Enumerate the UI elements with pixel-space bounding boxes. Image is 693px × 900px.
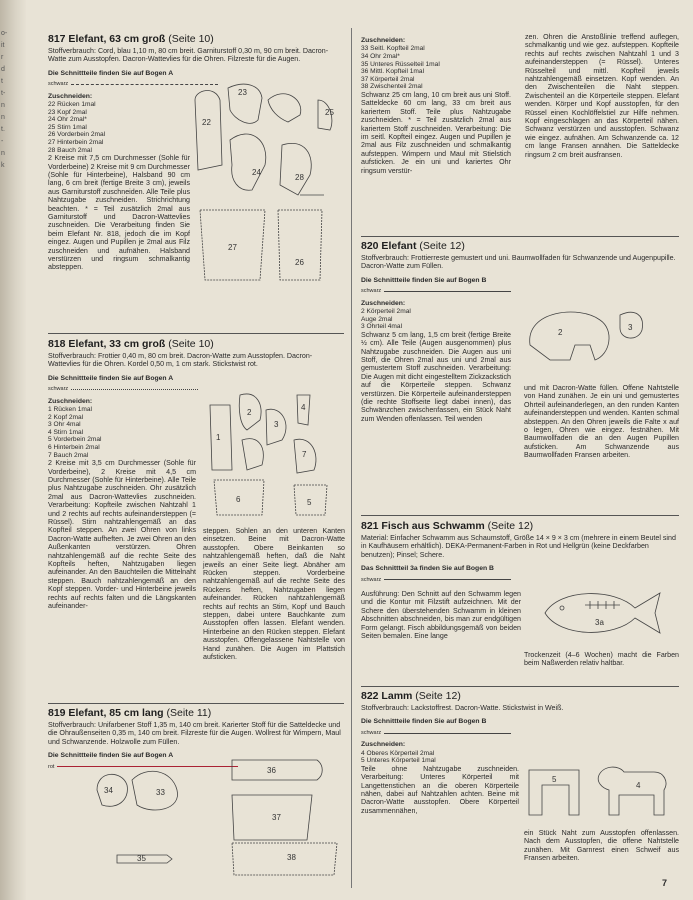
pattern-label: 36 bbox=[267, 766, 276, 775]
pattern-label: 27 bbox=[228, 243, 237, 252]
section-820-instructions: Zuschneiden: 2 Körperteil 2mal Auge 2mal 3 Ohrteil 4mal Schwanz 5 cm lang, 1,5 cm breit (fertige Breite ½ cm). Alle Teile (Augen ausgenommen) plus Nahtzugabe zuschneiden. Die Augen aus uni Stoff, die Ohren 2mal aus uni und 2mal aus gemustertem Stoff zuschneiden. Verarbeitung: Die Augen mit dicht eingestelltem Zickzackstich auf die Körperteile steppen. Schwanz verstürzen. Die Körperteile aufeinandersteppen (die rechte Stoffseite liegt dabei innen), das Schwänzchen zwischenfassen, ein Stück Naht zum Wenden offenlassen. Teil wenden bbox=[361, 299, 511, 423]
cut-line: 4 Stirn 1mal bbox=[48, 428, 84, 436]
section-820-legend: schwarz bbox=[361, 287, 511, 295]
pattern-label: 26 bbox=[295, 258, 304, 267]
pattern-diagram-822 bbox=[524, 760, 674, 827]
cut-line: 4 Oberes Körperteil 2mal bbox=[361, 749, 435, 757]
cut-line: 23 Kopf 2mal bbox=[48, 108, 87, 116]
cut-line: 2 Kopf 2mal bbox=[48, 413, 84, 421]
pattern-diagram-817 bbox=[190, 80, 345, 315]
section-819-sheet: Die Schnittteile finden Sie auf Bogen A bbox=[48, 752, 174, 760]
section-818-sheet: Die Schnittteile finden Sie auf Bogen A bbox=[48, 374, 174, 382]
pattern-label: 24 bbox=[252, 168, 261, 177]
pattern-label: 23 bbox=[238, 88, 247, 97]
section-818-material: Stoffverbrauch: Frottier 0,40 m, 80 cm breit. Dacron-Watte zum Ausstopfen. Dacron-Wattevlies für die Ohren. Kordel 0,50 m, 1 cm stark. Stickstwist rot. bbox=[48, 352, 313, 369]
pattern-label: 2 bbox=[558, 328, 563, 337]
section-817-legend: schwarz bbox=[48, 80, 218, 88]
section-822-sheet: Die Schnittteile finden Sie auf Bogen B bbox=[361, 718, 487, 726]
section-rule bbox=[361, 686, 679, 687]
cut-line: 5 Unteres Körperteil 1mal bbox=[361, 757, 436, 765]
cut-line: 37 Körperteil 2mal bbox=[361, 75, 415, 83]
pattern-label: 5 bbox=[307, 498, 312, 507]
section-819-title: 819 Elefant, 85 cm lang (Seite 11) bbox=[48, 707, 212, 719]
section-820-sheet: Die Schnittteile finden Sie auf Bogen B bbox=[361, 276, 487, 284]
section-818-text-continued: steppen. Sohlen an den unteren Kanten einsetzen. Beine mit Dacron-Watte ausstopfen. Obere Beinkanten so nahtzahlengemäß heften, daß die Naht jeweils an einer Seite liegt. Abnäher am Rücken steppen. Vorderbeine nahtzahlengemäß auf die rechte Seite des Rückens heften, Nahtzugaben liegen aufeinander. Rücken nahtzahlengemäß rechts auf rechts an Stirn, Kopf und Bauch steppen, dabei untere Bauchkante zum Ausstopfen offen lassen. Elefant wenden. Hinterbeine an den Rücken steppen. Elefant ausstopfen. Offengelassene Nahtstelle von Hand zunähen. Die Augen im Plattstich aufsticken. bbox=[203, 527, 345, 662]
cut-line: 6 Hinterbein 2mal bbox=[48, 444, 100, 451]
section-821-text: Ausführung: Den Schnitt auf den Schwamm legen und die Kontur mit Filzstift aufzeichnen. Mit der Schere den überstehenden Schwamm in kleinen Abschnitten abschneiden, bis man zur endgültigen Form gelangt. Fisch abbildungsgemäß von beiden Seiten bemalen. Eine lange bbox=[361, 590, 521, 641]
cut-line: 22 Rücken 1mal bbox=[48, 101, 96, 109]
section-822-title: 822 Lamm (Seite 12) bbox=[361, 690, 461, 702]
section-821-title: 821 Fisch aus Schwamm (Seite 12) bbox=[361, 520, 534, 532]
pattern-label: 6 bbox=[236, 495, 241, 504]
section-821-material: Material: Einfacher Schwamm aus Schaumstoff, Größe 14 × 9 × 3 cm (mehrere in einem Beutel sind in Kaufhäusern erhältlich). DEKA-Permanent-Farben in Rot und Hellgrün (keine Deckfarben benutzen); Pinsel; Schere. bbox=[361, 534, 676, 559]
page-number: 7 bbox=[662, 878, 668, 888]
cut-line: 3 Ohr 4mal bbox=[48, 421, 81, 429]
section-817-instructions: Zuschneiden: 22 Rücken 1mal 23 Kopf 2mal 24 Ohr 2mal* 25 Stirn 1mal 26 Vorderbein 2mal 27 Hinterbein 2mal 28 Bauch 2mal 2 Kreise mit 7,5 cm Durchmesser (Sohle für Vorderbeine) 2 Kreise mit 9 cm Durchmesser (Sohle für Hinterbeine), Halsband 90 cm lang, 6 cm breit (fertige Breite 3 cm), jeweils aus Garniturstoff zuschneiden. Alle Teile plus Nahtzugabe zuschneiden. Strichrichtung beachten. * = Teil zusätzlich 2mal aus Garniturstoff und Dacron-Wattevlies zuschneiden. Die Verarbeitung finden Sie beim Elefant Nr. 818, jedoch die im Kopf eingez. Augen und Pupillen je 2mal aus Filz zuschneiden und aufnähen. Halsband verstürzen und ringsum schmalkantig absteppen. bbox=[48, 92, 190, 272]
cut-line: 28 Bauch 2mal bbox=[48, 146, 92, 154]
cut-line: 2 Körperteil 2mal bbox=[361, 308, 411, 316]
section-818-title: 818 Elefant, 33 cm groß (Seite 10) bbox=[48, 338, 214, 350]
section-rule bbox=[48, 333, 344, 334]
pattern-label: 7 bbox=[302, 450, 307, 459]
section-821-legend: schwarz bbox=[361, 576, 511, 584]
section-822-text-continued: ein Stück Naht zum Ausstopfen offenlassen. Nach dem Ausstopfen, die offene Nahtstelle zunähen. Mit Garnrest einen Schweif aus Fransen arbeiten. bbox=[524, 829, 679, 863]
section-820-text: Schwanz 5 cm lang, 1,5 cm breit (fertige Breite ½ cm). Alle Teile (Augen ausgenommen) plus Nahtzugabe zuschneiden. Die Augen aus uni Stoff, die Ohren 2mal aus uni und 2mal aus gemustertem Stoff zuschneiden. Verarbeitung: Die Augen mit dicht eingestelltem Zickzackstich auf die Körperteile steppen. Schwanz verstürzen. Die Körperteile aufeinandersteppen (die rechte Stoffseite liegt dabei innen), das Schwänzchen zwischenfassen, ein Stück Naht zum Wenden offenlassen. Teil wenden bbox=[361, 330, 511, 423]
cut-line: Auge 2mal bbox=[361, 315, 393, 323]
cut-line: 5 Vorderbein 2mal bbox=[48, 436, 102, 444]
section-820-text-continued: und mit Dacron-Watte füllen. Offene Nahtstelle von Hand zunähen. Je ein uni und gemustertes Ohrteil aufeinanderlegen, an den runden Kanten aufeinandersteppen und wenden. Kanten schmal absteppen. An den Ohren jeweils die Falte x auf o legen, Ohren wie eingez. festnähen. Mit Baumwollfaden die an den Augen Pupillen aufsticken. Am Schwanzende aus Baumwollfaden Fransen arbeiten. bbox=[524, 384, 679, 460]
pattern-label: 38 bbox=[287, 853, 296, 862]
pattern-diagram-818 bbox=[202, 385, 342, 525]
section-819-continued: Zuschneiden: 33 Seitl. Kopfteil 2mal 34 Ohr 2mal* 35 Unteres Rüsselteil 1mal 36 Mittl. Kopfteil 1mal 37 Körperteil 2mal 38 Zwischenteil 2mal Schwanz 25 cm lang, 10 cm breit aus uni Stoff. Satteldecke 60 cm lang, 33 cm breit aus kariertem Stoff. Teile plus Nahtzugabe zuschneiden. * = Teil zusätzlich 2mal aus kariertem Stoff zuschneiden. Verarbeitung: Die im seitl. Kopfteil eingez. Augen und Pupillen je 2mal aus Filz zuschneiden und schmalkantig aufsteppen. Wimpern und Maul mit Stielstich aufsticken. Je ein uni und kariertes Ohr ringsum verstür- zen. Ohren die Anstoßlinie treffend auflegen, schmalkantig und wie gez. aufsteppen. Kopfteile rechts auf rechts zwischen Nahtzahl 1 und 3 aufeinandersteppen (= Rüssel). Unteres Rüsselteil und mittl. Kopfteil jeweils nahtzahlengemäß einsetzen. Kopf wenden. An den Zwischenteilen die Naht steppen. Zwischenteil an die Körperteile steppen. Elefant wenden. Körper und Kopf ausstopfen, für den Rüssel einen Kochlöffelstiel zur Hilfe nehmen. Kopf eingeschlagen an das Körperteil nähen. Schwanz verstürzen und ausstopfen. Schwanz wie eingez. aufnähen. Am Schwanzende ca. 12 cm lange Fransen annähen. Die Satteldecke ringsum 2 cm breit ausfransen. bbox=[361, 33, 679, 175]
margin-bleed-text: o- it r d t t- n n t. - n k bbox=[1, 30, 8, 169]
section-819-text-continued: zen. Ohren die Anstoßlinie treffend auflegen, schmalkantig und wie gez. aufsteppen. Kopfteile rechts auf rechts zwischen Nahtzahl 1 und 3 aufeinandersteppen (= Rüssel). Unteres Rüsselteil und mittl. Kopfteil jeweils nahtzahlengemäß einsetzen. Kopf wenden. An den Zwischenteilen die Naht steppen. Zwischenteil an die Körperteile steppen. Elefant wenden. Körper und Kopf ausstopfen, für den Rüssel einen Kochlöffelstiel zur Hilfe nehmen. Kopf eingeschlagen an das Körperteil nähen. Schwanz verstürzen und ausstopfen. Schwanz wie eingez. aufnähen. Am Schwanzende ca. 12 cm lange Fransen annähen. Die Satteldecke ringsum 2 cm breit ausfransen. bbox=[525, 33, 679, 159]
section-820-material: Stoffverbrauch: Frottierreste gemustert und uni. Baumwollfaden für Schwanzende und Augenpupille. Dacron-Watte zum Füllen. bbox=[361, 254, 676, 271]
section-821-text-continued: Trockenzeit (4–6 Wochen) macht die Farben beim Naßwerden relativ haltbar. bbox=[524, 651, 679, 668]
pattern-diagram-821 bbox=[540, 583, 670, 648]
cut-line: 33 Seitl. Kopfteil 2mal bbox=[361, 45, 425, 53]
section-817-sheet: Die Schnittteile finden Sie auf Bogen A bbox=[48, 69, 174, 77]
cut-line: 1 Rücken 1mal bbox=[48, 406, 92, 414]
cut-line: 35 Unteres Rüsselteil 1mal bbox=[361, 60, 440, 68]
cut-line: 38 Zwischenteil 2mal bbox=[361, 83, 423, 91]
pattern-label: 28 bbox=[295, 173, 304, 182]
section-822-instructions: Zuschneiden: 4 Oberes Körperteil 2mal 5 Unteres Körperteil 1mal Teile ohne Nahtzugabe zuschneiden. Verarbeitung: Unteres Körperteil mit Langettenstichen an die oberen Körperteile nähen, dabei auf Nahtzahlen achten. Beine mit Dacron-Watte ausstopfen. Obere Körperteil zusammennähen, bbox=[361, 741, 519, 815]
section-822-legend: schwarz bbox=[361, 729, 511, 737]
pattern-label: 25 bbox=[325, 108, 334, 117]
section-821-sheet: Das Schnittteil 3a finden Sie auf Bogen B bbox=[361, 565, 494, 573]
pattern-diagram-819 bbox=[92, 755, 352, 885]
pattern-label: 33 bbox=[156, 788, 165, 797]
cut-line: 7 Bauch 2mal bbox=[48, 451, 89, 459]
section-rule bbox=[361, 236, 679, 237]
section-817-text: 2 Kreise mit 7,5 cm Durchmesser (Sohle für Vorderbeine) 2 Kreise mit 9 cm Durchmesser (Sohle für Hinterbeine), Halsband 90 cm lang, 6 cm breit (fertige Breite 3 cm), jeweils aus Garniturstoff zuschneiden. Alle Teile plus Nahtzugabe zuschneiden. Strichrichtung beachten. * = Teil zusätzlich 2mal aus Garniturstoff und Dacron-Wattevlies zuschneiden. Die Verarbeitung finden Sie beim Elefant Nr. 818, jedoch die im Kopf eingez. Augen und Pupillen je 2mal aus Filz zuschneiden und aufnähen. Halsband verstürzen und ringsum schmalkantig absteppen. bbox=[48, 154, 190, 272]
cut-line: 3 Ohrteil 4mal bbox=[361, 323, 403, 331]
pattern-label: 1 bbox=[216, 433, 221, 442]
pattern-label: 22 bbox=[202, 118, 211, 127]
section-820-title: 820 Elefant (Seite 12) bbox=[361, 240, 465, 252]
section-822-text: Teile ohne Nahtzugabe zuschneiden. Verarbeitung: Unteres Körperteil mit Langettenstichen an die oberen Körperteile nähen, dabei auf Nahtzahlen achten. Beine mit Dacron-Watte ausstopfen. Obere Körperteil zusammennähen, bbox=[361, 764, 519, 815]
cut-line: 36 Mittl. Kopfteil 1mal bbox=[361, 68, 425, 76]
pattern-label: 3 bbox=[628, 323, 633, 332]
section-817-material: Stoffverbrauch: Cord, blau 1,10 m, 80 cm breit. Garniturstoff 0,30 m, 90 cm breit. Dacron-Watte zum Ausstopfen. Dacron-Wattevlies für die Ohren. Filzreste für die Augen. bbox=[48, 47, 329, 64]
section-817-title: 817 Elefant, 63 cm groß (Seite 10) bbox=[48, 33, 214, 45]
section-819-text: Schwanz 25 cm lang, 10 cm breit aus uni Stoff. Satteldecke 60 cm lang, 33 cm breit aus kariertem Stoff. Teile plus Nahtzugabe zuschneiden. * = Teil zusätzlich 2mal aus kariertem Stoff zuschneiden. Verarbeitung: Die im seitl. Kopfteil eingez. Augen und Pupillen je 2mal aus Filz zuschneiden und schmalkantig aufsteppen. Wimpern und Maul mit Stielstich aufsticken. Je ein uni und kariertes Ohr ringsum verstür- bbox=[361, 90, 511, 175]
cut-line: 25 Stirn 1mal bbox=[48, 123, 87, 131]
pattern-label: 5 bbox=[552, 775, 557, 784]
cut-line: 27 Hinterbein 2mal bbox=[48, 139, 104, 146]
section-rule bbox=[48, 703, 344, 704]
cut-line: 26 Vorderbein 2mal bbox=[48, 131, 106, 139]
pattern-label: 35 bbox=[137, 854, 146, 863]
pattern-label: 4 bbox=[301, 403, 306, 412]
section-818-instructions: Zuschneiden: 1 Rücken 1mal 2 Kopf 2mal 3 Ohr 4mal 4 Stirn 1mal 5 Vorderbein 2mal 6 Hinterbein 2mal 7 Bauch 2mal 2 Kreise mit 3,5 cm Durchmesser (Sohle für Vorderbeine), 2 Kreise mit 4,5 cm Durchmesser (Sohle für Hinterbeine). Alle Teile plus Nahtzugabe zuschneiden. Ohr zusätzlich 2mal aus Dacron-Wattevlies zuschneiden. Verarbeitung: Kopfteile zwischen Nahtzahl 1 und 2 rechts auf rechts aufeinandersteppen (= Rüssel). Stirn nahtzahlengemäß an das Kopfteil steppen. An zwei Ohren von links Dacron-Watte aufheften. Je zwei Ohren an den Außenkanten verstürzen. Ohren nahtzahlengemäß auf die rechte Seite des Kopfteils heften, Nahtzugaben liegen aufeinander. An den Bauchteilen die Mittelnaht steppen. Bauch nahtzahlengemäß an den Kopf steppen. Vorder- und Hinterbeine jeweils rechts auf rechts falten und die Längskanten aufeinander- bbox=[48, 397, 196, 611]
section-818-legend: schwarz bbox=[48, 385, 198, 393]
section-818-text: 2 Kreise mit 3,5 cm Durchmesser (Sohle für Vorderbeine), 2 Kreise mit 4,5 cm Durchmesser (Sohle für Hinterbeine). Alle Teile plus Nahtzugabe zuschneiden. Ohr zusätzlich 2mal aus Dacron-Wattevlies zuschneiden. Verarbeitung: Kopfteile zwischen Nahtzahl 1 und 2 rechts auf rechts aufeinandersteppen (= Rüssel). Stirn nahtzahlengemäß an das Kopfteil steppen. An zwei Ohren von links Dacron-Watte aufheften. Je zwei Ohren an den Außenkanten verstürzen. Ohren nahtzahlengemäß auf die rechte Seite des Kopfteils heften, Nahtzugaben liegen aufeinander. An den Bauchteilen die Mittelnaht steppen. Bauch nahtzahlengemäß an den Kopf steppen. Vorder- und Hinterbeine jeweils rechts auf rechts falten und die Längskanten aufeinander- bbox=[48, 459, 196, 611]
cut-line: 24 Ohr 2mal* bbox=[48, 116, 87, 124]
pattern-label: 2 bbox=[247, 408, 252, 417]
section-819-legend: rot bbox=[48, 763, 238, 771]
section-822-material: Stoffverbrauch: Lackstoffrest. Dacron-Watte. Stickstwist in Weiß. bbox=[361, 704, 564, 712]
cut-line: 34 Ohr 2mal* bbox=[361, 53, 400, 60]
pattern-label: 4 bbox=[636, 781, 641, 790]
pattern-label: 37 bbox=[272, 813, 281, 822]
pattern-label: 3a bbox=[595, 618, 604, 627]
pattern-label: 34 bbox=[104, 786, 113, 795]
pattern-diagram-820 bbox=[520, 300, 670, 375]
section-rule bbox=[361, 515, 679, 516]
section-819-material: Stoffverbrauch: Unifarbener Stoff 1,35 m, 140 cm breit. Karierter Stoff für die Satteldecke und die Ohraußenseiten 0,35 m, 140 cm breit. Filzreste für die Augen. Wollrest für Wimpern, Maul und Schwanzende. Holzwolle zum Füllen. bbox=[48, 721, 341, 746]
pattern-label: 3 bbox=[274, 420, 279, 429]
